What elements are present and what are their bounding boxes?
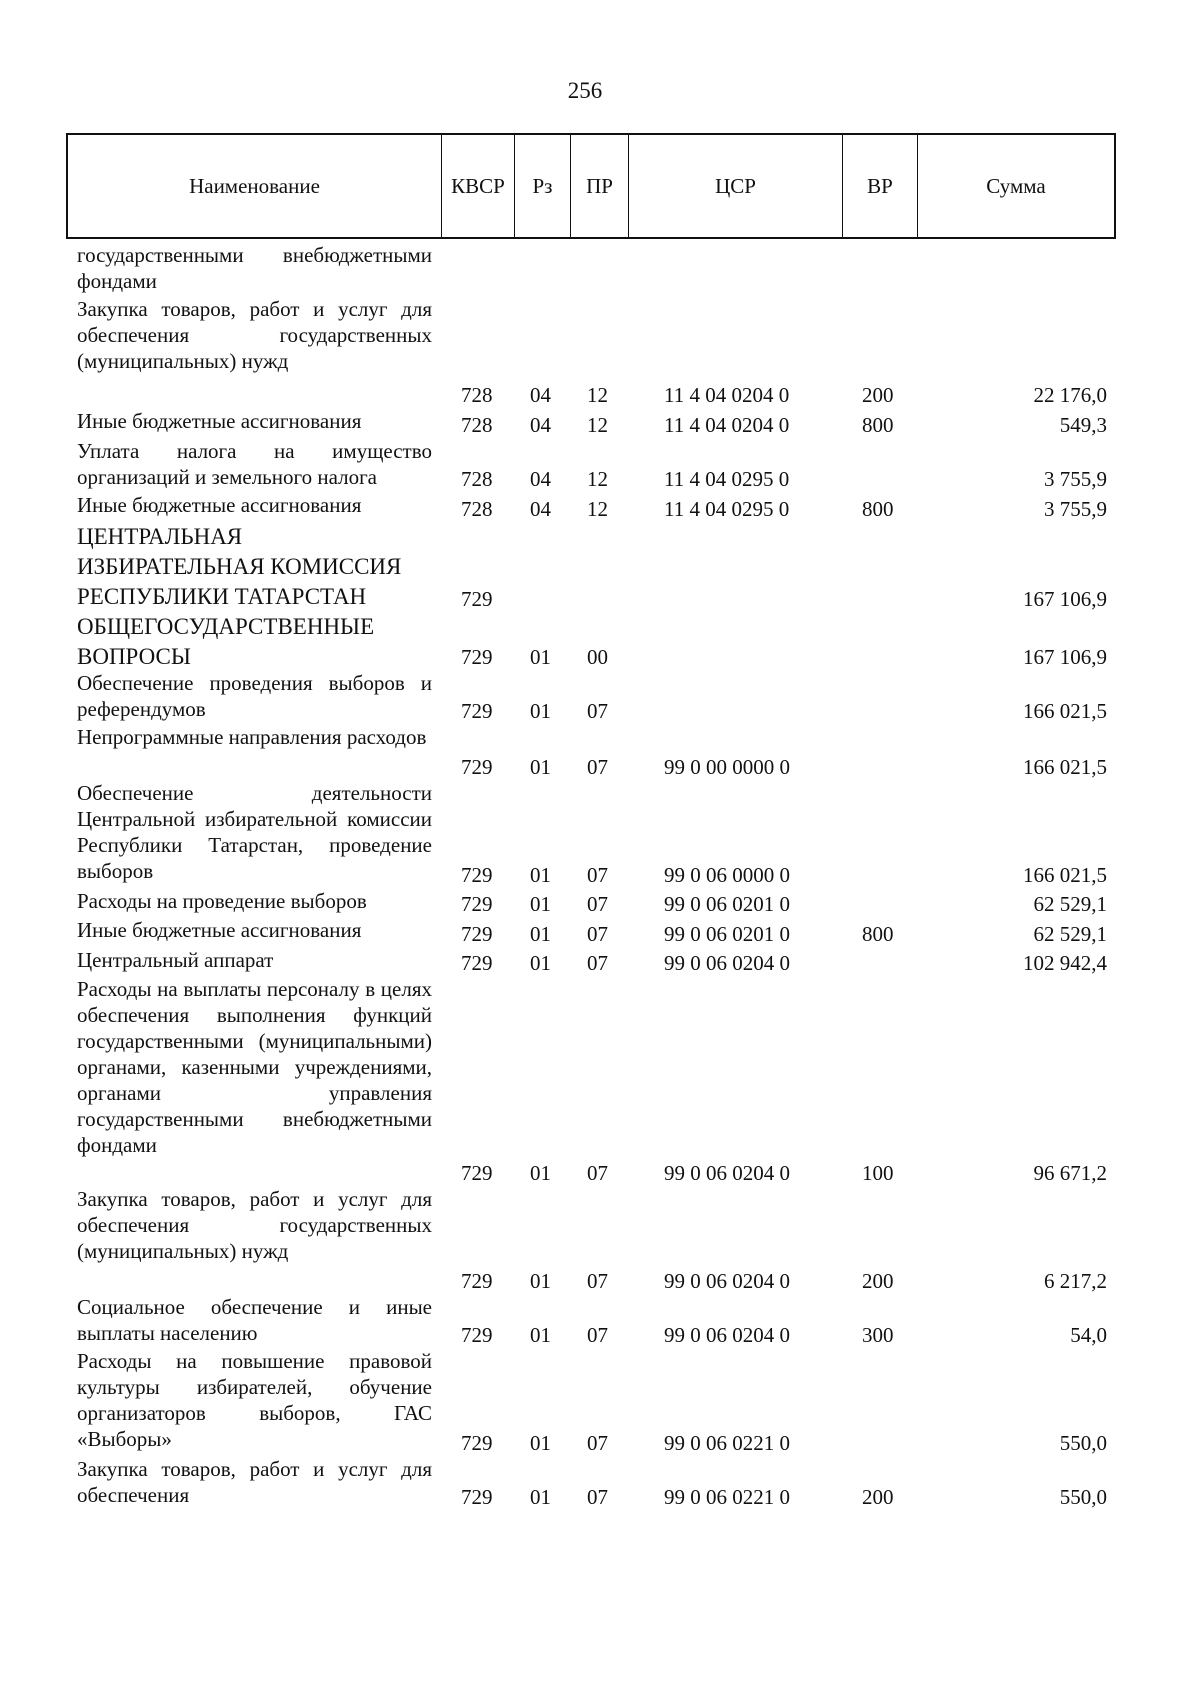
row-pr: 07 <box>587 1323 608 1347</box>
row-csr: 99 0 06 0204 0 <box>664 1269 790 1293</box>
row-pr: 12 <box>587 413 608 437</box>
row-sum: 550,0 <box>1059 1485 1107 1509</box>
row-kvsr: 729 <box>461 699 493 723</box>
row-sum: 166 021,5 <box>1023 863 1107 887</box>
row-csr: 11 4 04 0295 0 <box>664 467 790 491</box>
row-sum: 54,0 <box>1070 1323 1107 1347</box>
table-row <box>0 492 1200 522</box>
table-body <box>0 242 1200 1510</box>
row-name: ЦЕНТРАЛЬНАЯ ИЗБИРАТЕЛЬНАЯ КОМИССИЯ РЕСПУБЛИКИ ТАТАРСТАН <box>77 524 402 609</box>
row-csr: 99 0 06 0204 0 <box>664 951 790 975</box>
row-sum: 62 529,1 <box>1033 892 1107 916</box>
row-name: Иные бюджетные ассигнования <box>77 493 362 517</box>
table-row <box>0 917 1200 947</box>
row-rz: 04 <box>530 467 551 491</box>
row-csr: 11 4 04 0204 0 <box>664 383 790 407</box>
row-vr: 200 <box>862 383 894 407</box>
row-pr: 07 <box>587 1269 608 1293</box>
table-row <box>0 612 1200 670</box>
row-pr: 07 <box>587 755 608 779</box>
row-name: Иные бюджетные ассигнования <box>77 918 362 942</box>
row-rz: 04 <box>530 497 551 521</box>
row-kvsr: 729 <box>461 587 493 611</box>
row-csr: 11 4 04 0204 0 <box>664 413 790 437</box>
row-kvsr: 729 <box>461 892 493 916</box>
row-pr: 12 <box>587 497 608 521</box>
row-rz: 01 <box>530 699 551 723</box>
row-pr: 07 <box>587 863 608 887</box>
row-pr: 07 <box>587 922 608 946</box>
row-kvsr: 729 <box>461 863 493 887</box>
row-kvsr: 729 <box>461 755 493 779</box>
row-name: Расходы на проведение выборов <box>77 889 367 913</box>
row-csr: 99 0 00 0000 0 <box>664 755 790 779</box>
row-csr: 99 0 06 0000 0 <box>664 863 790 887</box>
row-kvsr: 729 <box>461 1431 493 1455</box>
table-row <box>0 1456 1200 1510</box>
row-sum: 166 021,5 <box>1023 699 1107 723</box>
row-name: Иные бюджетные ассигнования <box>77 409 362 433</box>
header-sum: Сумма <box>986 173 1046 198</box>
row-rz: 01 <box>530 1323 551 1347</box>
row-sum: 6 217,2 <box>1044 1269 1107 1293</box>
row-vr: 100 <box>862 1161 894 1185</box>
row-sum: 102 942,4 <box>1023 951 1107 975</box>
table-row <box>0 522 1200 612</box>
row-csr: 99 0 06 0204 0 <box>664 1323 790 1347</box>
row-kvsr: 728 <box>461 497 493 521</box>
row-sum: 96 671,2 <box>1033 1161 1107 1185</box>
table-row <box>0 1186 1200 1294</box>
table-header <box>66 133 1116 239</box>
row-rz: 01 <box>530 1431 551 1455</box>
table-row <box>0 1348 1200 1456</box>
header-pr: ПР <box>571 135 629 237</box>
row-kvsr: 729 <box>461 645 493 669</box>
page-number: 256 <box>567 78 603 103</box>
row-pr: 07 <box>587 1161 608 1185</box>
row-kvsr: 728 <box>461 413 493 437</box>
table-row <box>0 724 1200 780</box>
row-csr: 99 0 06 0221 0 <box>664 1431 790 1455</box>
row-rz: 01 <box>530 1269 551 1293</box>
row-pr: 07 <box>587 951 608 975</box>
table-row <box>0 296 1200 408</box>
row-kvsr: 728 <box>461 383 493 407</box>
row-sum: 3 755,9 <box>1044 467 1107 491</box>
header-csr: ЦСР <box>629 135 843 237</box>
row-sum: 3 755,9 <box>1044 497 1107 521</box>
row-csr: 99 0 06 0204 0 <box>664 1161 790 1185</box>
row-pr: 07 <box>587 1431 608 1455</box>
row-rz: 01 <box>530 1161 551 1185</box>
row-sum: 549,3 <box>1059 413 1107 437</box>
row-pr: 00 <box>587 645 608 669</box>
row-rz: 01 <box>530 863 551 887</box>
row-pr: 12 <box>587 467 608 491</box>
table-row <box>0 976 1200 1186</box>
row-vr: 200 <box>862 1269 894 1293</box>
row-rz: 04 <box>530 383 551 407</box>
row-vr: 800 <box>862 922 894 946</box>
row-csr: 11 4 04 0295 0 <box>664 497 790 521</box>
row-sum: 167 106,9 <box>1023 587 1107 611</box>
row-name: Расходы на выплаты персоналу в целях обеспечения выполнения функций государственными (муниципальными) органами, казенными учреждениями, органами управления государственными внебюджетными фондами <box>77 977 432 1157</box>
row-vr: 800 <box>862 413 894 437</box>
row-csr: 99 0 06 0201 0 <box>664 922 790 946</box>
table-row <box>0 670 1200 724</box>
row-vr: 300 <box>862 1323 894 1347</box>
row-name: Обеспечение деятельности Центральной избирательной комиссии Республики Татарстан, проведение выборов <box>77 781 432 883</box>
row-name: Непрограммные направления расходов <box>77 725 427 749</box>
row-kvsr: 729 <box>461 1485 493 1509</box>
row-pr: 07 <box>587 699 608 723</box>
header-name: Наименование <box>68 135 442 237</box>
row-sum: 550,0 <box>1059 1431 1107 1455</box>
header-rz: Рз <box>515 135 571 237</box>
row-rz: 01 <box>530 645 551 669</box>
row-vr: 800 <box>862 497 894 521</box>
row-sum: 22 176,0 <box>1033 383 1107 407</box>
table-row <box>0 438 1200 492</box>
row-kvsr: 729 <box>461 922 493 946</box>
row-name: Социальное обеспечение и иные выплаты населению <box>77 1295 432 1345</box>
row-name: Обеспечение проведения выборов и референдумов <box>77 671 432 721</box>
row-name: Центральный аппарат <box>77 948 274 972</box>
header-vr: ВР <box>843 135 918 237</box>
row-rz: 01 <box>530 922 551 946</box>
row-sum: 167 106,9 <box>1023 645 1107 669</box>
row-name: Расходы на повышение правовой культуры избирателей, обучение организаторов выборов, ГАС «Выборы» <box>77 1349 432 1451</box>
row-pr: 07 <box>587 892 608 916</box>
row-rz: 01 <box>530 892 551 916</box>
row-name: Закупка товаров, работ и услуг для обеспечения государственных (муниципальных) нужд <box>77 297 432 373</box>
row-pr: 07 <box>587 1485 608 1509</box>
row-kvsr: 729 <box>461 951 493 975</box>
row-rz: 01 <box>530 1485 551 1509</box>
row-vr: 200 <box>862 1485 894 1509</box>
row-rz: 01 <box>530 755 551 779</box>
row-rz: 01 <box>530 951 551 975</box>
row-name: Закупка товаров, работ и услуг для обеспечения <box>77 1457 432 1507</box>
row-pr: 12 <box>587 383 608 407</box>
row-csr: 99 0 06 0221 0 <box>664 1485 790 1509</box>
row-sum: 62 529,1 <box>1033 922 1107 946</box>
table-row <box>0 888 1200 917</box>
row-kvsr: 728 <box>461 467 493 491</box>
table-row <box>0 780 1200 888</box>
row-rz: 04 <box>530 413 551 437</box>
table-row <box>0 242 1200 296</box>
table-row <box>0 408 1200 438</box>
row-kvsr: 729 <box>461 1323 493 1347</box>
table-row <box>0 947 1200 976</box>
table-row <box>0 1294 1200 1348</box>
header-kvsr: КВСР <box>442 135 515 237</box>
row-name: Уплата налога на имущество организаций и земельного налога <box>77 439 432 489</box>
row-csr: 99 0 06 0201 0 <box>664 892 790 916</box>
row-name: Закупка товаров, работ и услуг для обеспечения государственных (муниципальных) нужд <box>77 1187 432 1263</box>
row-kvsr: 729 <box>461 1269 493 1293</box>
row-sum: 166 021,5 <box>1023 755 1107 779</box>
row-name: ОБЩЕГОСУДАРСТВЕННЫЕ ВОПРОСЫ <box>77 614 375 669</box>
row-kvsr: 729 <box>461 1161 493 1185</box>
row-name: государственными внебюджетными фондами <box>77 243 432 293</box>
